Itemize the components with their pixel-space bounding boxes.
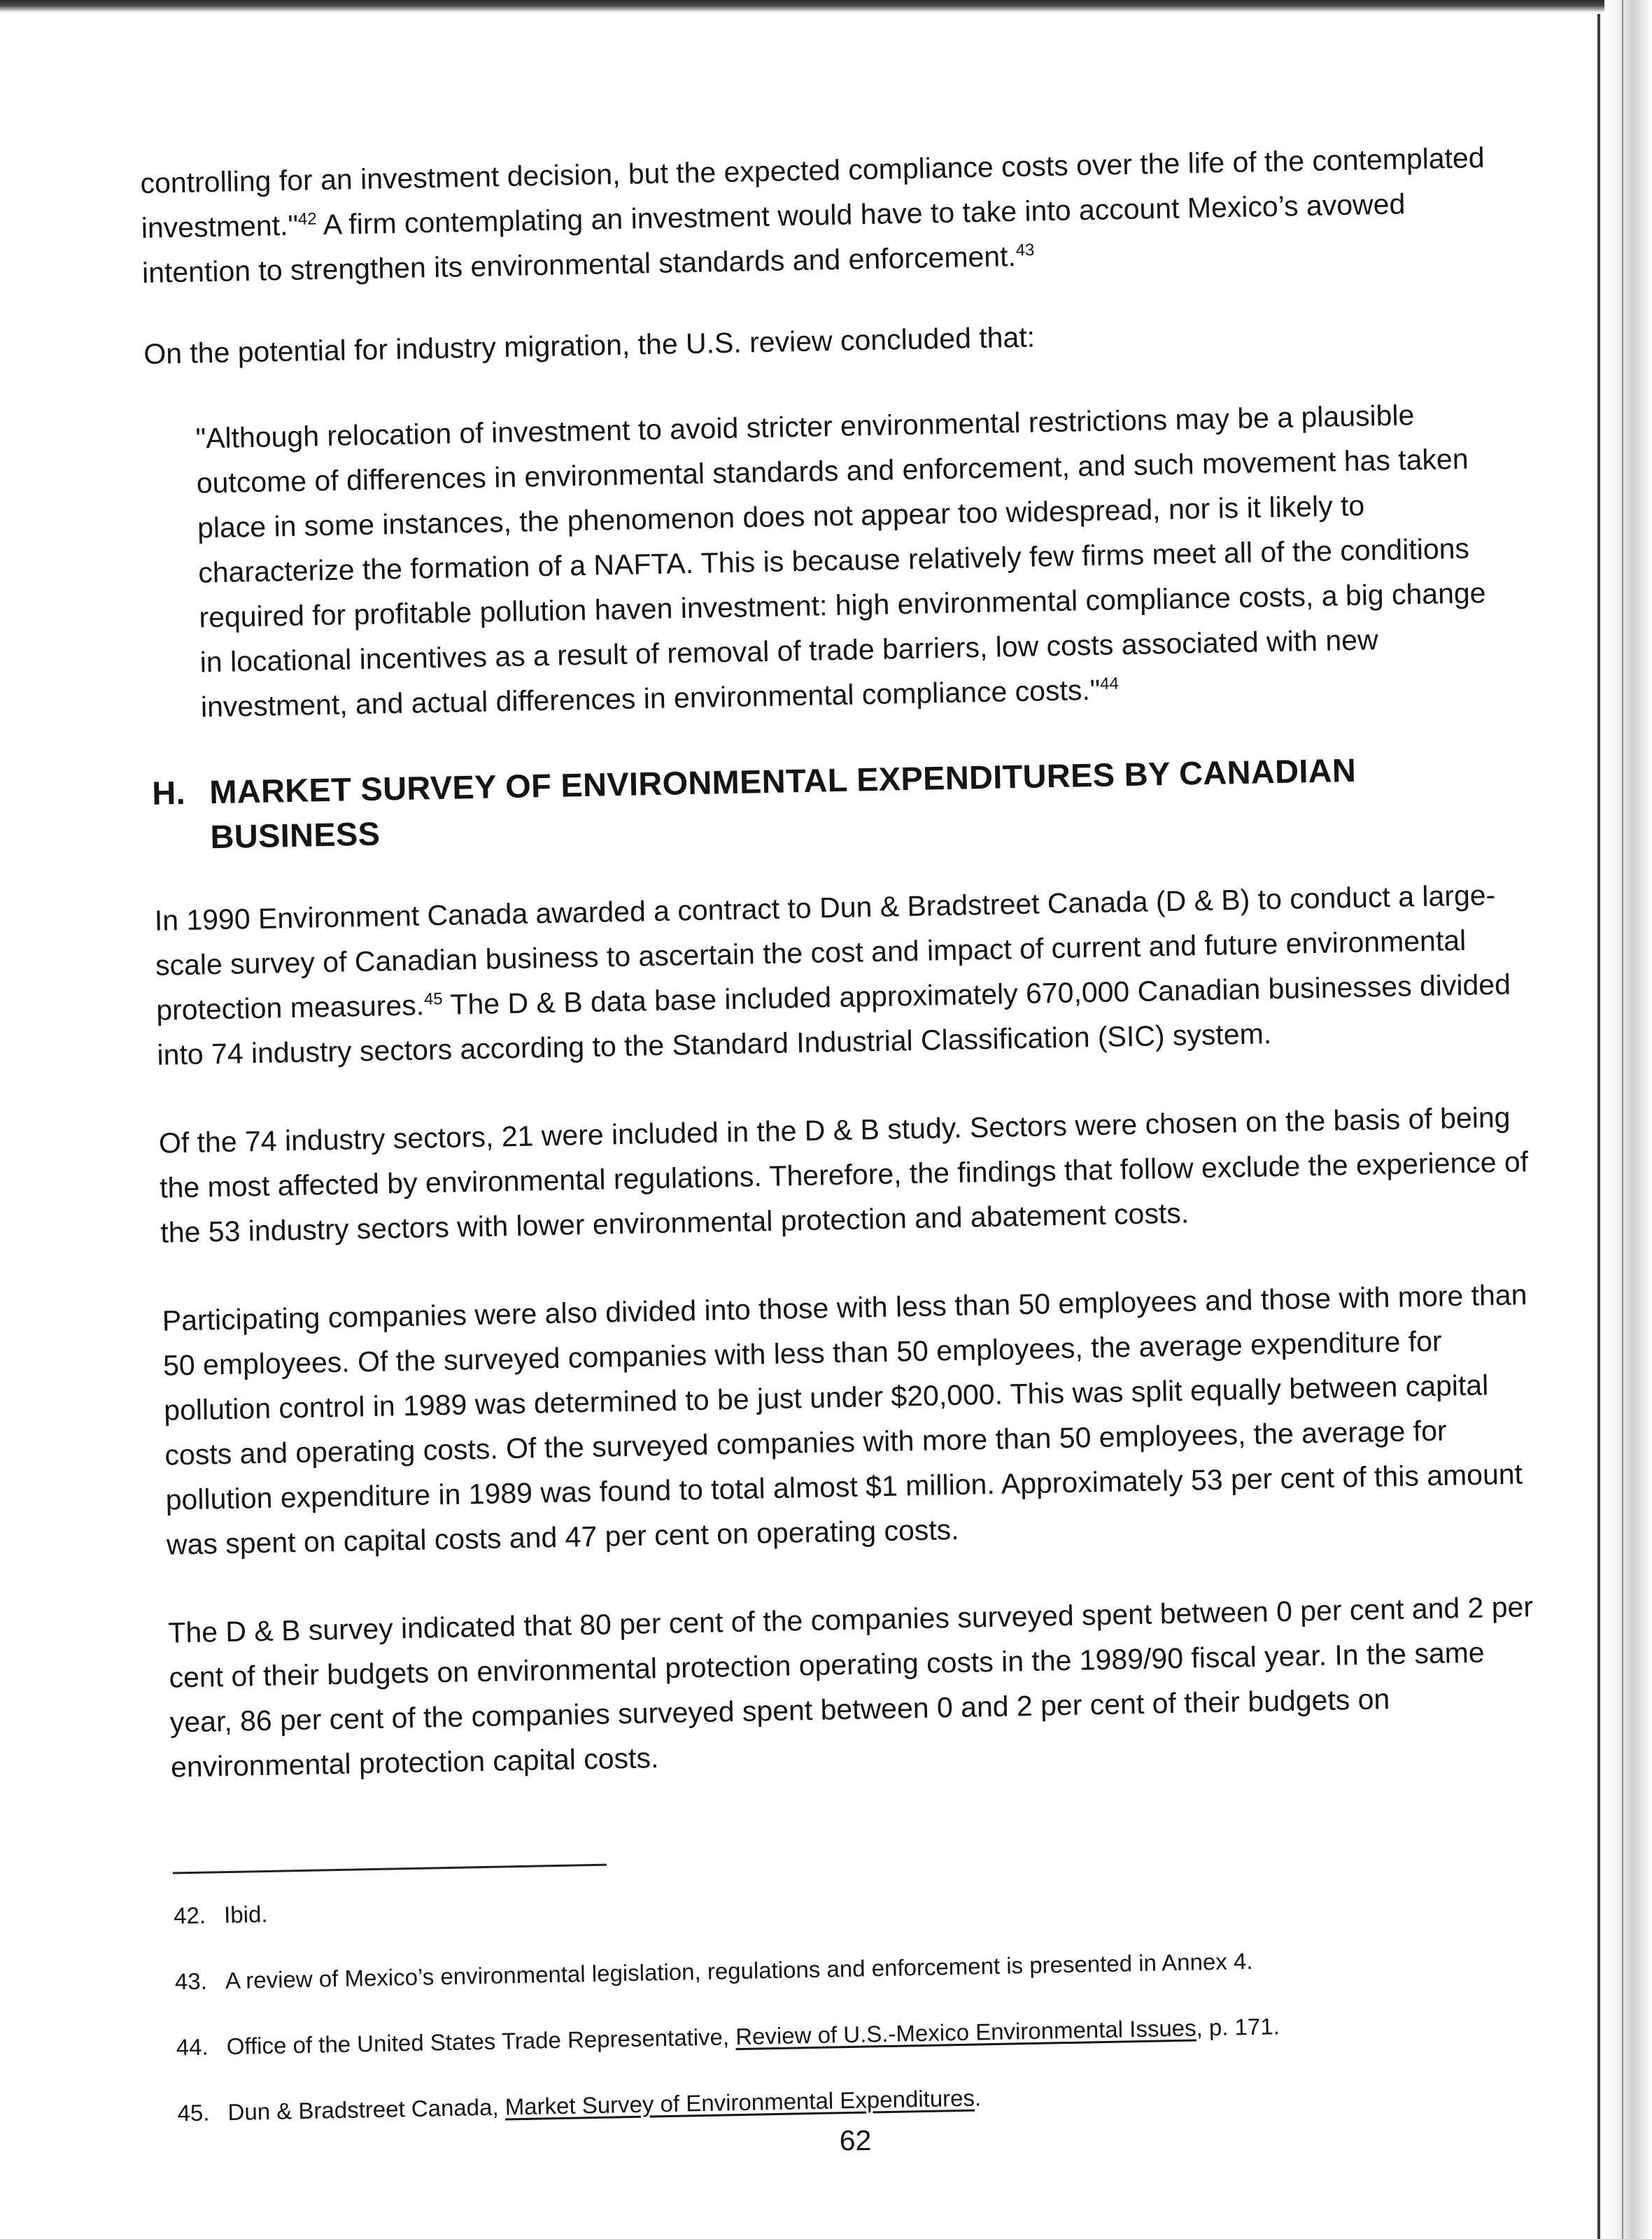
paragraph-budgets: The D & B survey indicated that 80 per cent of the companies surveyed spent between 0 per cent and 2 per cent of their budgets on environmental protection operating costs in the 1989/90 fiscal year. In the same year, 86 per cent of the companies surveyed spent between 0 and 2 per cent of their budgets on environmental protection capital costs. [167, 1590, 1534, 1784]
footnote-text: , p. 171. [1196, 2013, 1280, 2041]
paragraph-text: A firm contemplating an investment would have to take into account Mexico’s avowed intention to strengthen its environmental standards and enforcement. [141, 188, 1406, 289]
footnote-text: Office of the United States Trade Representative, [226, 2023, 736, 2060]
page-number: 62 [839, 2124, 872, 2156]
footnote-44 [176, 2005, 1548, 2065]
footnote-number: 42. [173, 1902, 206, 1929]
footnote-ref: 42 [297, 209, 317, 229]
footnote-number: 44. [176, 2033, 209, 2061]
footnote-text: . [974, 2084, 982, 2111]
scan-binding-line-outer [1622, 0, 1623, 2239]
paragraph-companies: Participating companies were also divided into those with less than 50 employees and those with more than 50 employees. Of the surveyed companies with less than 50 employees, the average expenditure for pollution control in 1989 was determined to be just under $20,000. This was split equally between capital costs and operating costs. Of the surveyed companies with more than 50 employees, the average for pollution expenditure in 1989 was found to total almost $1 million. Approximately 53 per cent of this amount was spent on capital costs and 47 per cent on operating costs. [162, 1278, 1527, 1561]
section-title: MARKET SURVEY OF ENVIRONMENTAL EXPENDITURES BY CANADIAN BUSINESS [209, 751, 1357, 856]
paragraph-survey-intro [154, 872, 1529, 1078]
scan-edge-top [0, 0, 1652, 13]
document-body [140, 134, 1550, 2162]
scan-binding-line [1597, 14, 1600, 2239]
paragraph-sectors: Of the 74 industry sectors, 21 were included in the D & B study. Sectors were chosen on the basis of being the most affected by environmental regulations. Therefore, the findings that follow exclude the experience of the 53 industry sectors with lower environmental protection and abatement costs. [158, 1101, 1529, 1249]
scan-edge-right [1604, 0, 1652, 2239]
footnote-text: Ibid. [223, 1900, 268, 1928]
section-heading [152, 744, 1525, 861]
quote-intro: On the potential for industry migration, the U.S. review concluded that: [143, 320, 1036, 370]
footnote-45 [177, 2070, 1549, 2131]
paragraph-continuation [140, 134, 1513, 295]
footnote-ref: 45 [423, 989, 443, 1009]
footnote-source-title: Market Survey of Environmental Expenditures [504, 2084, 975, 2120]
paragraph-text: In 1990 Environment Canada awarded a contract to Dun & Bradstreet Canada (D & B) to conduct a large-scale survey of Canadian business to ascertain the cost and impact of current and future environmental protection measures. [154, 879, 1496, 1026]
quote-text: "Although relocation of investment to avoid stricter environmental restrictions may be a plausible outcome of differences in environmental standards and enforcement, and such movement has taken place in some instances, the phenomenon does not appear too widespread, nor is it likely to characterize the formation of a NAFTA. This is because relatively few firms meet all of the conditions required for profitable pollution haven investment: high environmental compliance costs, a big change in locational incentives as a result of removal of trade barriers, low costs associated with new investment, and actual differences in environmental compliance costs." [195, 399, 1486, 723]
section-letter: H. [151, 773, 186, 812]
footnote-text: Dun & Bradstreet Canada, [227, 2093, 506, 2126]
footnote-number: 45. [177, 2099, 210, 2126]
paragraph-text: The D & B data base included approximately 670,000 Canadian businesses divided into 74 industry sectors according to the Standard Industrial Classification (SIC) system. [157, 968, 1511, 1071]
paragraph-text: controlling for an investment decision, but the expected compliance costs over the life of the contemplated investment." [140, 141, 1485, 244]
footnote-43 [175, 1939, 1547, 1999]
footnote-text: A review of Mexico’s environmental legislation, regulations and enforcement is presented in Annex 4. [225, 1947, 1253, 1994]
footnote-ref: 44 [1099, 674, 1120, 694]
footnote-source-title: Review of U.S.-Mexico Environmental Issues [735, 2014, 1196, 2050]
footnote-number: 43. [174, 1968, 208, 1995]
footnote-ref: 43 [1015, 240, 1035, 260]
footnote-divider [173, 1864, 607, 1874]
block-quote [195, 390, 1515, 729]
footnote-42 [174, 1873, 1546, 1933]
